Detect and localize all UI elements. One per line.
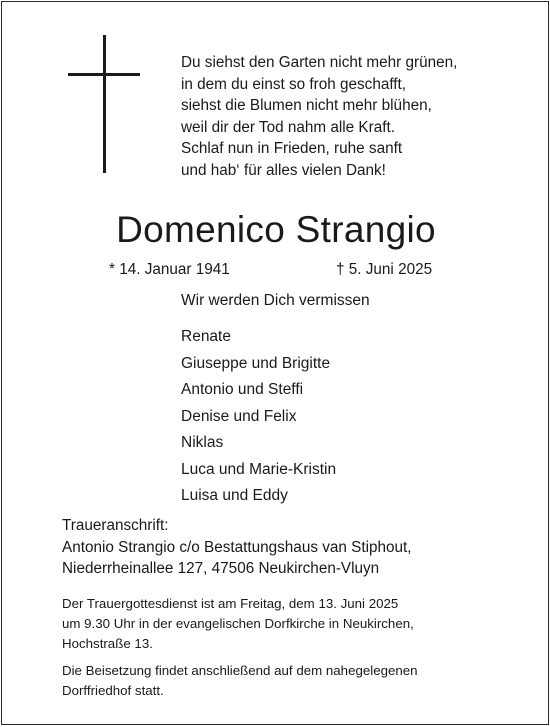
- burial-line: Die Beisetzung findet anschließend auf dem nahegelegenen: [62, 663, 418, 678]
- mourner-name: Antonio und Steffi: [181, 381, 304, 398]
- funeral-service-info: [62, 594, 414, 654]
- burial-info: [62, 661, 418, 701]
- cross-vertical-bar: [103, 35, 106, 173]
- address-line: Antonio Strangio c/o Bestattungshaus van Stiphout,: [62, 538, 412, 556]
- poem-line: Schlaf nun in Frieden, ruhe sanft: [181, 140, 403, 157]
- mourner-name: Renate: [181, 328, 231, 345]
- deceased-name: Domenico Strangio: [116, 209, 436, 250]
- poem-line: siehst die Blumen nicht mehr blühen,: [181, 97, 432, 114]
- mourner-name: Luisa und Eddy: [181, 487, 288, 504]
- poem-line: in dem du einst so froh geschafft,: [181, 75, 407, 93]
- service-line: Der Trauergottesdienst ist am Freitag, dem 13. Juni 2025: [62, 596, 399, 611]
- service-line: Hochstraße 13.: [62, 636, 153, 651]
- address-label: Traueranschrift:: [62, 517, 169, 534]
- obituary-notice: [1, 1, 549, 725]
- mourner-name: Giuseppe und Brigitte: [181, 354, 331, 372]
- address-line: Niederrheinallee 127, 47506 Neukirchen-Vluyn: [62, 560, 380, 577]
- poem-line: Du siehst den Garten nicht mehr grünen,: [181, 54, 458, 71]
- death-date: † 5. Juni 2025: [336, 261, 433, 278]
- mourner-name: Denise und Felix: [181, 407, 297, 425]
- poem-line: und hab‘ für alles vielen Dank!: [181, 161, 386, 179]
- birth-date: * 14. Januar 1941: [109, 261, 230, 278]
- condolence-address: [62, 515, 412, 580]
- cross-horizontal-bar: [68, 73, 140, 76]
- mourner-name: Luca und Marie-Kristin: [181, 460, 337, 478]
- mourners-intro: Wir werden Dich vermissen: [181, 292, 370, 309]
- mourner-name: Niklas: [181, 434, 224, 451]
- service-line: um 9.30 Uhr in der evangelischen Dorfkirche in Neukirchen,: [62, 616, 414, 631]
- mourners-list: [181, 324, 336, 510]
- burial-line: Dorffriedhof statt.: [62, 683, 164, 698]
- memorial-poem: [181, 52, 457, 181]
- poem-line: weil dir der Tod nahm alle Kraft.: [181, 118, 395, 136]
- cross-icon: [68, 35, 140, 173]
